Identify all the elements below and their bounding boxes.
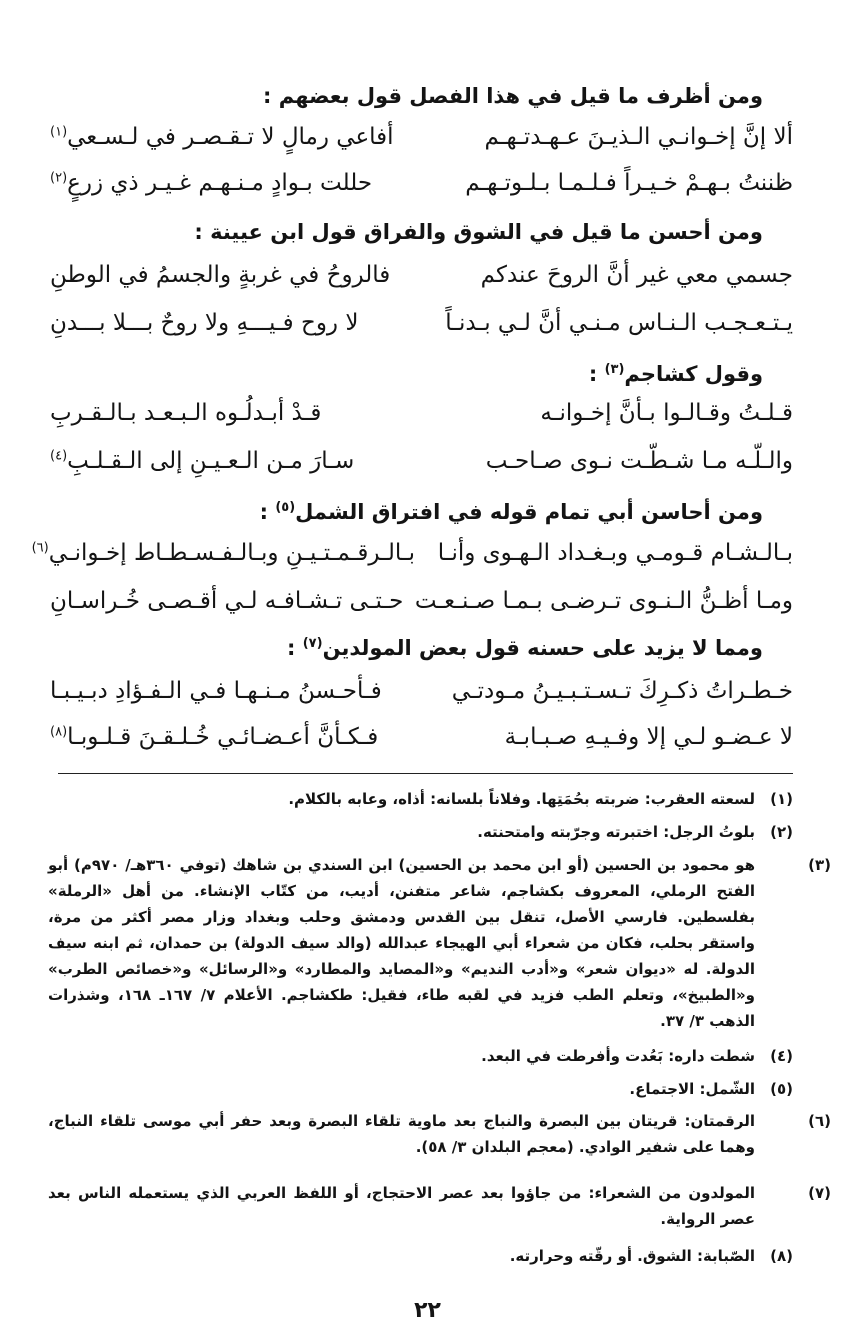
prose-intro-4-text: ومن أحاسن أبي تمام قوله في افتراق الشمل [295,500,763,524]
verse-5-first-hemistich-text: قـلـتُ وقـالـوا بـأنَّ إخـوانـه [540,400,793,426]
footnote-6-text: الرقمتان: قريتان بين البصرة والنباج بعد ماوية تلقاء البصرة وبعد حفر أبي موسى تلقاء النباج، وهما على شفير الوادي. (معجم البلدان ٣/ ٥٨). [48,1112,755,1156]
footnote-2-number: (٢) [770,823,793,841]
verse-7-second-hemistich-text: بـالـرقـمـتـيـنِ وبـالـفـسـطـاط إخـوانـي [48,540,415,566]
footnote-4 [48,1043,793,1069]
verse-8-first-hemistich [413,588,793,614]
footnote-6-number: (٦) [808,1112,831,1130]
prose-intro-3 [589,362,763,386]
verse-8-second-hemistich [50,588,415,614]
prose-intro-2 [194,220,763,244]
footnote-8-number: (٨) [770,1247,793,1265]
footnote-6 [48,1108,831,1160]
footnote-2-text: بلوتُ الرجل: اختبرته وجرّبته وامتحنته. [477,823,755,841]
prose-intro-1 [263,84,763,108]
footnote-1-number: (١) [770,790,793,808]
verse-10-first-hemistich [413,724,793,750]
footnote-4-text: شطت داره: بَعُدت وأفرطت في البعد. [481,1047,755,1065]
verse-6-second-hemistich [50,448,415,474]
verse-10-first-hemistich-text: لا عـضـو لـي إلا وفـيـهِ صـبـابـة [504,724,793,750]
prose-intro-2-text: ومن أحسن ما قيل في الشوق والفراق قول ابن عيينة : [194,220,763,244]
prose-intro-3-colon: : [588,362,605,386]
verse-4-second-hemistich-text: لا روح فـيـــهِ ولا روحٌ بـــلا بـــدنِ [50,310,359,336]
footnote-ref-1: (١) [50,124,68,140]
verse-1-second-hemistich-text: أفاعي رمالٍ لا تـقـصـر في لـسـعي [67,124,394,150]
page-number: ٢٢ [414,1298,441,1323]
footnote-4-number: (٤) [770,1047,793,1065]
verse-3-first-hemistich-text: جسمي معي غير أنَّ الروحَ عندكم [480,262,793,288]
verse-3-second-hemistich [50,262,415,288]
prose-intro-5 [287,636,763,660]
verse-6-first-hemistich [413,448,793,474]
footnote-ref-4: (٤) [50,448,68,464]
footnote-1 [48,786,793,812]
verse-9-second-hemistich-text: فـأحـسنُ مـنـهـا فـي الـفـؤادِ دبـيـبـا [50,678,382,704]
prose-intro-4-colon: : [259,500,276,524]
verse-1-first-hemistich-text: ألا إنَّ إخـوانـي الـذيـنَ عـهـدتـهـم [484,124,793,150]
prose-intro-5-text: ومما لا يزيد على حسنه قول بعض المولدين [322,636,763,660]
footnote-ref-3: (٣) [604,362,625,377]
footnote-ref-6: (٦) [31,540,49,556]
verse-6-second-hemistich-text: سـارَ مـن الـعـيـنِ إلى الـقـلـبِ [67,448,355,474]
prose-intro-1-text: ومن أظرف ما قيل في هذا الفصل قول بعضهم : [263,84,763,108]
footnote-8 [48,1243,793,1269]
footnote-7-number: (٧) [808,1184,831,1202]
verse-10-second-hemistich [50,724,415,750]
verse-6-first-hemistich-text: والـلّـه مـا شـطّـت نـوى صـاحـب [485,448,793,474]
footnote-ref-8: (٨) [50,724,68,740]
verse-3-first-hemistich [413,262,793,288]
footnote-5-number: (٥) [770,1080,793,1098]
verse-1-first-hemistich [413,124,793,150]
prose-intro-5-colon: : [287,636,303,660]
verse-4-first-hemistich [413,310,793,336]
verse-3-second-hemistich-text: فالروحُ في غربةٍ والجسمُ في الوطنِ [50,262,391,288]
verse-5-first-hemistich [413,400,793,426]
footnote-ref-7: (٧) [302,636,323,651]
prose-intro-3-text: وقول كشاجم [624,362,763,386]
prose-intro-4 [260,500,763,524]
footnote-5-text: الشّمل: الاجتماع. [629,1080,755,1098]
footnote-separator [58,773,793,774]
footnote-8-text: الصّبابة: الشوق. أو رقّته وحرارته. [509,1247,755,1265]
footnote-7-text: المولدون من الشعراء: من جاؤوا بعد عصر الاحتجاج، أو اللفظ العربي الذي يستعمله الناس بعد عصر الرواية. [48,1184,755,1228]
verse-2-second-hemistich-text: حللت بـوادٍ مـنـهـم غـيـر ذي زرعٍ [67,170,373,196]
footnote-5 [48,1076,793,1102]
verse-5-second-hemistich [50,400,415,426]
verse-9-first-hemistich-text: خـطـراتُ ذكـرِكَ تـسـتـبـيـنُ مـودتـي [451,678,793,704]
verse-7-first-hemistich [413,540,793,566]
footnote-7 [48,1180,831,1232]
verse-9-first-hemistich [413,678,793,704]
footnote-ref-2: (٢) [50,170,68,186]
footnote-1-text: لسعته العقرب: ضربته بحُمَتِها. وفلاناً بلسانه: أذاه، وعابه بالكلام. [288,790,755,808]
verse-4-second-hemistich [50,310,415,336]
footnote-3-number: (٣) [808,856,831,874]
verse-2-second-hemistich [50,170,415,196]
verse-8-first-hemistich-text: ومـا أظـنُّ الـنـوى تـرضـى بـمـا صـنـعـت [414,588,793,614]
verse-1-second-hemistich [50,124,415,150]
verse-7-first-hemistich-text: بـالـشـام قـومـي وبـغـداد الـهـوى وأنـا [437,540,793,566]
verse-10-second-hemistich-text: فـكـأنَّ أعـضـائـي خُـلـقـنَ قـلـوبـا [67,724,379,750]
footnote-3-text: هو محمود بن الحسين (أو ابن محمد بن الحسين) ابن السندي بن شاهك (توفي ٣٦٠هـ/ ٩٧٠م) أبو الفتح الرملي، المعروف بكشاجم، شاعر متفنن، أديب، من كتّاب الإنشاء. من أهل «الرملة» بفلسطين. فارسي الأصل، تنقل بين القدس ودمشق وحلب وبغداد وزار مصر أكثر من مرة، واستقر بحلب، فكان من شعراء أبي الهيجاء عبدالله (والد سيف الدولة) بن حمدان، ثم ابنه سيف الدولة. له «ديوان شعر» و«أدب النديم» و«المصايد والمطارد» و«الرسائل» و«خصائص الطرب» و«الطبيخ»، وتعلم الطب فزيد في لقبه طاء، فقيل: طكشاجم. الأعلام ٧/ ١٦٧ـ ١٦٨، وشذرات الذهب ٣/ ٣٧. [48,856,756,1030]
verse-8-second-hemistich-text: حـتـى تـشـافـه لـي أقـصـى خُـراسـانِ [50,588,404,614]
footnote-2 [48,819,793,845]
footnote-ref-5: (٥) [275,500,296,515]
verse-7-second-hemistich [31,540,415,566]
verse-5-second-hemistich-text: قـدْ أبـدلُـوه الـبـعـد بـالـقـربِ [50,400,322,426]
verse-2-first-hemistich-text: ظننتُ بـهـمْ خـيـراً فـلـمـا بـلـوتـهـم [465,170,793,196]
verse-9-second-hemistich [50,678,415,704]
verse-4-first-hemistich-text: يـتـعـجـب الـنـاس مـنـي أنَّ لـي بـدنـاً [445,310,793,336]
footnote-3 [48,852,831,1034]
verse-2-first-hemistich [413,170,793,196]
